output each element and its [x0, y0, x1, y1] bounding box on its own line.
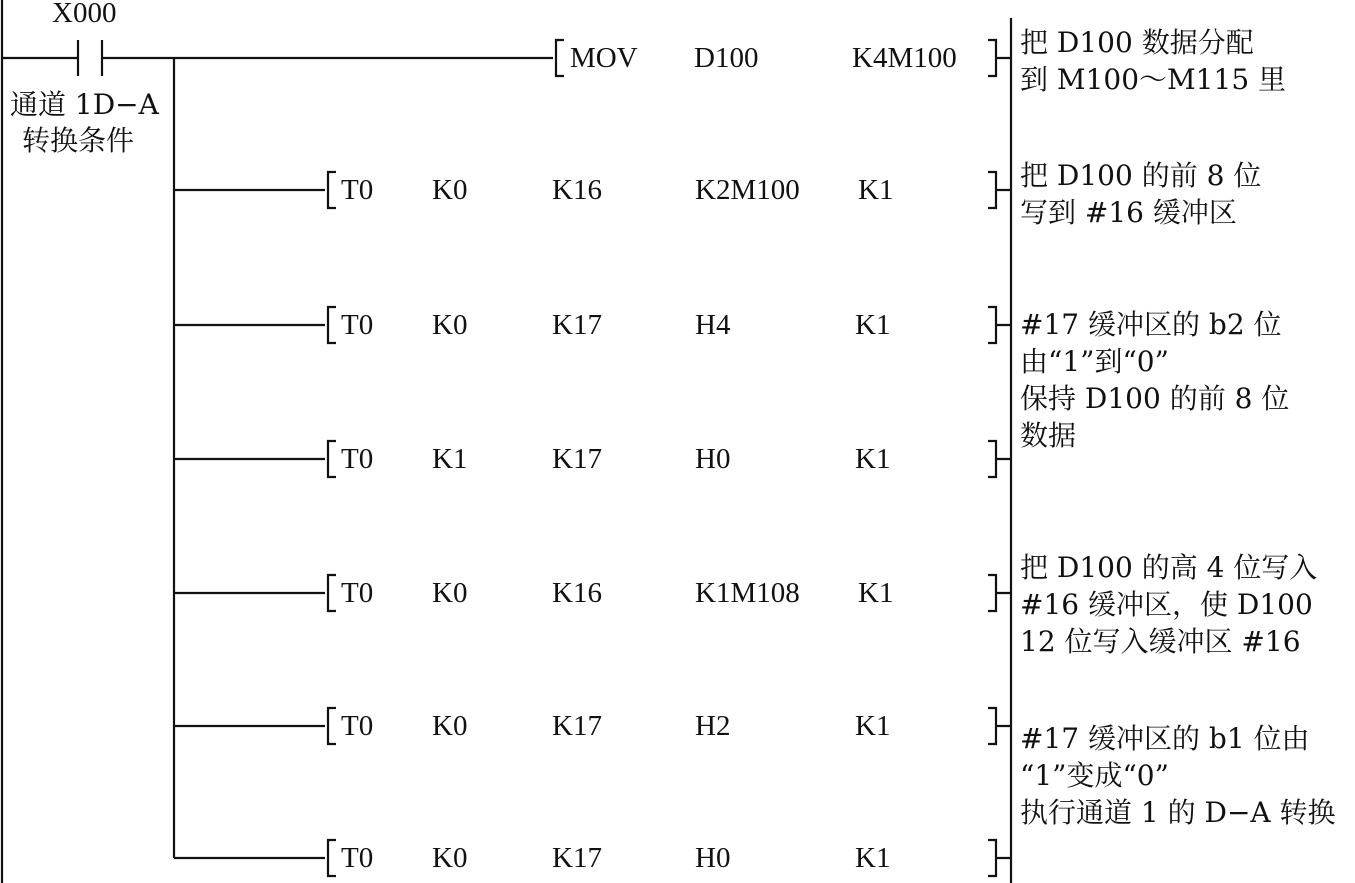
- bracket-right-1: [988, 172, 1011, 208]
- comment-0-line-0: 把 D100 数据分配: [1020, 26, 1254, 59]
- instr-1-op: T0: [341, 174, 374, 206]
- comment-2-line-0: #17 缓冲区的 b2 位: [1020, 308, 1282, 341]
- contact-label-line1: 通道 1D−A: [10, 88, 159, 121]
- bracket-right-5: [988, 708, 1011, 744]
- instr-3-arg-2: H0: [695, 443, 731, 475]
- instr-3-arg-3: K1: [855, 443, 891, 475]
- contact-label-line2: 转换条件: [22, 124, 135, 157]
- comment-0-line-1: 到 M100～M115 里: [1020, 63, 1287, 96]
- comment-3-line-0: 把 D100 的高 4 位写入: [1020, 551, 1318, 584]
- comment-0: [1020, 24, 1286, 98]
- instr-2-arg-2: H4: [695, 309, 731, 341]
- instr-3-op: T0: [341, 443, 374, 475]
- instr-0-arg-1: K4M100: [852, 42, 957, 74]
- comment-3: [1020, 549, 1317, 660]
- comment-3-line-1: #16 缓冲区，使 D100: [1020, 588, 1313, 621]
- instr-4-arg-2: K1M108: [695, 577, 800, 609]
- bracket-left-0: [556, 40, 564, 76]
- bracket-left-2: [328, 307, 336, 343]
- instr-2-arg-0: K0: [432, 309, 468, 341]
- instr-2-arg-3: K1: [855, 309, 891, 341]
- instr-2-op: T0: [341, 309, 374, 341]
- comment-4-line-1: “1”变成“0”: [1020, 759, 1169, 792]
- comment-4-line-2: 执行通道 1 的 D−A 转换: [1020, 796, 1336, 829]
- instr-1-arg-1: K16: [552, 174, 602, 206]
- bracket-right-2: [988, 307, 1011, 343]
- instr-6-op: T0: [341, 842, 374, 874]
- instr-6-arg-1: K17: [552, 842, 602, 874]
- comment-1: [1020, 157, 1261, 231]
- instr-5-arg-0: K0: [432, 710, 468, 742]
- instr-5-arg-3: K1: [855, 710, 891, 742]
- instr-4-arg-3: K1: [858, 577, 894, 609]
- instr-2-arg-1: K17: [552, 309, 602, 341]
- instr-1-arg-3: K1: [858, 174, 894, 206]
- bracket-right-6: [988, 840, 1011, 876]
- bracket-right-0: [988, 40, 1011, 76]
- comment-2-line-2: 保持 D100 的前 8 位: [1020, 382, 1290, 415]
- instr-1-arg-0: K0: [432, 174, 468, 206]
- contact-name: X000: [52, 0, 117, 29]
- instr-6-arg-0: K0: [432, 842, 468, 874]
- comment-4-line-0: #17 缓冲区的 b1 位由: [1020, 722, 1310, 755]
- comment-2: [1020, 306, 1289, 454]
- instr-0-op: MOV: [570, 42, 638, 74]
- comment-2-line-1: 由“1”到“0”: [1020, 345, 1169, 378]
- instr-3-arg-1: K17: [552, 443, 602, 475]
- comment-2-line-3: 数据: [1020, 419, 1077, 452]
- comment-1-line-0: 把 D100 的前 8 位: [1020, 159, 1262, 192]
- bracket-left-6: [328, 840, 336, 876]
- instr-4-op: T0: [341, 577, 374, 609]
- instr-6-arg-2: H0: [695, 842, 731, 874]
- comment-3-line-2: 12 位写入缓冲区 #16: [1020, 625, 1301, 658]
- instr-4-arg-0: K0: [432, 577, 468, 609]
- bracket-left-1: [328, 172, 336, 208]
- instr-3-arg-0: K1: [432, 443, 468, 475]
- bracket-right-4: [988, 575, 1011, 611]
- instr-1-arg-2: K2M100: [695, 174, 800, 206]
- comment-4: [1020, 720, 1336, 831]
- bracket-left-4: [328, 575, 336, 611]
- instr-5-arg-1: K17: [552, 710, 602, 742]
- instr-5-arg-2: H2: [695, 710, 731, 742]
- instr-6-arg-3: K1: [855, 842, 891, 874]
- instr-4-arg-1: K16: [552, 577, 602, 609]
- bracket-right-3: [988, 441, 1011, 477]
- instr-0-arg-0: D100: [694, 42, 759, 74]
- instr-5-op: T0: [341, 710, 374, 742]
- bracket-left-5: [328, 708, 336, 744]
- comment-1-line-1: 写到 #16 缓冲区: [1020, 196, 1237, 229]
- bracket-left-3: [328, 441, 336, 477]
